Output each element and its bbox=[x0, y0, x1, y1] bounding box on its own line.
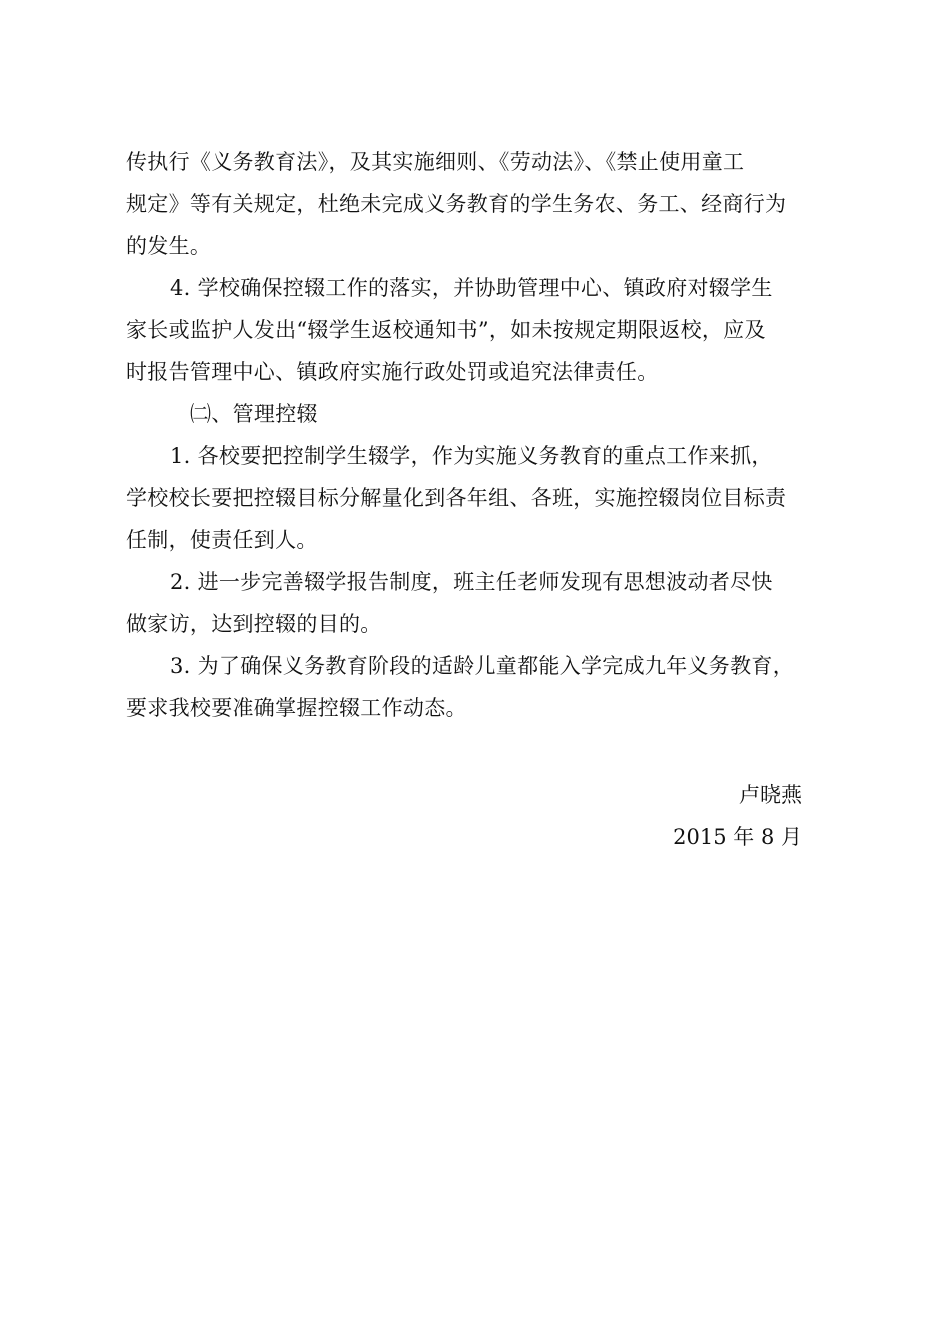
body-text-line: 做家访，达到控辍的目的。 bbox=[126, 612, 382, 636]
body-text-line: 规定》等有关规定，杜绝未完成义务教育的学生务农、务工、经商行为 bbox=[126, 192, 787, 216]
signature-name: 卢晓燕 bbox=[739, 783, 802, 807]
body-text-line: 学校校长要把控辍目标分解量化到各年组、各班，实施控辍岗位目标责 bbox=[126, 486, 787, 510]
body-text-line: 传执行《义务教育法》，及其实施细则、《劳动法》、《禁止使用童工 bbox=[126, 150, 745, 174]
body-text-line: 2. 进一步完善辍学报告制度，班主任老师发现有思想波动者尽快 bbox=[170, 570, 773, 594]
body-text-line: 要求我校要准确掌握控辍工作动态。 bbox=[126, 696, 467, 720]
body-text-line: 4. 学校确保控辍工作的落实，并协助管理中心、镇政府对辍学生 bbox=[170, 276, 773, 300]
section-heading: ㈡、管理控辍 bbox=[190, 402, 318, 426]
body-text-line: 的发生。 bbox=[126, 234, 212, 258]
body-text-line: 任制，使责任到人。 bbox=[126, 528, 318, 552]
signature-date: 2015 年 8 月 bbox=[673, 825, 802, 849]
body-text-line: 时报告管理中心、镇政府实施行政处罚或追究法律责任。 bbox=[126, 360, 659, 384]
body-text-line: 1. 各校要把控制学生辍学，作为实施义务教育的重点工作来抓， bbox=[170, 444, 773, 468]
body-text-line: 3. 为了确保义务教育阶段的适龄儿童都能入学完成九年义务教育， bbox=[170, 654, 795, 678]
body-text-line: 家长或监护人发出“辍学生返校通知书”，如未按规定期限返校，应及 bbox=[126, 318, 766, 342]
